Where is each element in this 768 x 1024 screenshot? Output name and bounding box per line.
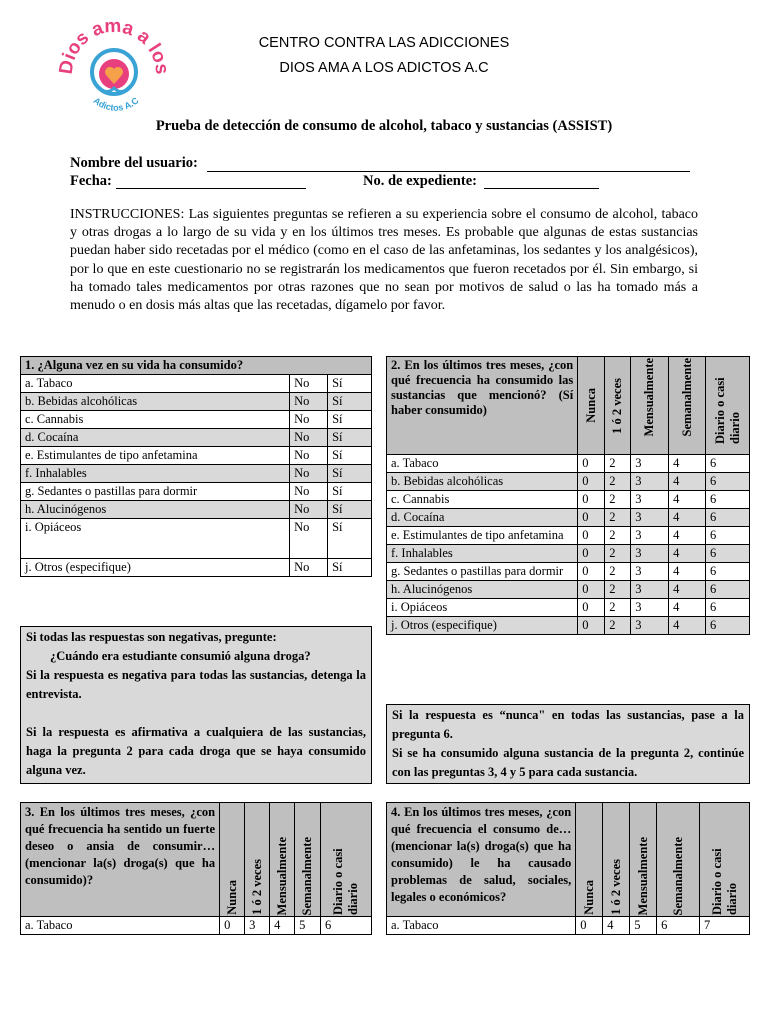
q3-option[interactable]: 0 — [220, 917, 245, 935]
q1-si-option[interactable]: Sí — [328, 519, 372, 559]
table-row — [21, 917, 372, 935]
q2-col-header: Semanalmente — [679, 358, 694, 437]
table-row — [387, 617, 750, 635]
q2-option[interactable]: 4 — [669, 473, 706, 491]
q2-item-label: i. Opiáceos — [387, 599, 578, 617]
q2-option[interactable]: 2 — [605, 509, 631, 527]
page-title: Prueba de detección de consumo de alcohol, tabaco y sustancias (ASSIST) — [155, 118, 613, 134]
q4-col-header: Diario o casi diario — [709, 848, 739, 915]
q2-option[interactable]: 4 — [669, 491, 706, 509]
q2-option[interactable]: 4 — [669, 527, 706, 545]
q1-si-option[interactable]: Sí — [328, 483, 372, 501]
q2-option[interactable]: 6 — [706, 581, 750, 599]
q2-option[interactable]: 3 — [631, 509, 669, 527]
q2-option[interactable]: 4 — [669, 563, 706, 581]
q1-item-label: a. Tabaco — [21, 375, 290, 393]
q2-table — [386, 356, 750, 635]
q3-col-header: Diario o casi diario — [331, 848, 361, 915]
q3-col-header: Mensualmente — [274, 836, 289, 915]
q2-title: 2. En los últimos tres meses, ¿con qué frecuencia ha consumido las sustancias que mencionó? (Sí haber consumido) — [387, 357, 578, 455]
q2-item-label: e. Estimulantes de tipo anfetamina — [387, 527, 578, 545]
svg-text:Adictos A.C — [92, 95, 141, 113]
q1-si-option[interactable]: Sí — [328, 501, 372, 519]
table-row — [387, 563, 750, 581]
q2-col-header: Nunca — [583, 388, 598, 423]
note-left-line4: Si la respuesta es afirmativa a cualquiera de las sustancias, haga la pregunta 2 para cada droga que se haya consumido alguna vez. — [26, 725, 366, 777]
q2-item-label: f. Inhalables — [387, 545, 578, 563]
q1-no-option[interactable]: No — [290, 519, 328, 559]
q2-option[interactable]: 6 — [706, 527, 750, 545]
table-row — [387, 545, 750, 563]
date-field[interactable] — [116, 188, 306, 189]
q2-option[interactable]: 2 — [605, 599, 631, 617]
left-note-box — [20, 626, 372, 784]
q1-item-label: c. Cannabis — [21, 411, 290, 429]
q3-row-label: a. Tabaco — [21, 917, 220, 935]
right-note-box — [386, 704, 750, 784]
q4-col-header: 1 ó 2 veces — [608, 859, 623, 915]
name-field[interactable] — [207, 171, 690, 172]
table-row — [387, 491, 750, 509]
q2-option[interactable]: 6 — [706, 473, 750, 491]
q2-option[interactable]: 2 — [605, 581, 631, 599]
q2-option[interactable]: 4 — [669, 617, 706, 635]
q1-no-option[interactable]: No — [290, 429, 328, 447]
q2-option[interactable]: 4 — [669, 545, 706, 563]
q2-option[interactable]: 3 — [631, 455, 669, 473]
logo-bottom-text: Adictos A.C — [91, 95, 141, 113]
q1-si-option[interactable]: Sí — [328, 393, 372, 411]
organization-name: DIOS AMA A LOS ADICTOS A.C — [279, 60, 489, 76]
q2-option[interactable]: 0 — [578, 563, 605, 581]
table-row — [387, 581, 750, 599]
q2-option[interactable]: 0 — [578, 455, 605, 473]
note-left-line1: Si todas las respuestas son negativas, pregunte: — [26, 630, 277, 644]
q2-option[interactable]: 2 — [605, 545, 631, 563]
q1-si-option[interactable]: Sí — [328, 447, 372, 465]
q4-table — [386, 802, 750, 935]
q4-row-label: a. Tabaco — [387, 917, 576, 935]
q2-option[interactable]: 2 — [605, 455, 631, 473]
q2-option[interactable]: 6 — [706, 545, 750, 563]
q1-no-option[interactable]: No — [290, 501, 328, 519]
q1-item-label: f. Inhalables — [21, 465, 290, 483]
q3-option[interactable]: 3 — [245, 917, 270, 935]
q3-option[interactable]: 4 — [270, 917, 295, 935]
table-row — [21, 375, 372, 393]
q2-option[interactable]: 3 — [631, 527, 669, 545]
date-label: Fecha: — [70, 173, 112, 189]
q1-no-option[interactable]: No — [290, 375, 328, 393]
table-row — [21, 393, 372, 411]
q2-option[interactable]: 6 — [706, 491, 750, 509]
q1-no-option[interactable]: No — [290, 411, 328, 429]
q4-option[interactable]: 5 — [630, 917, 657, 935]
q1-si-option[interactable]: Sí — [328, 465, 372, 483]
q3-title: 3. En los últimos tres meses, ¿con qué frecuencia ha sentido un fuerte deseo o ansia de consumir… (mencionar la(s) droga(s) que ha consumido)? — [21, 803, 220, 917]
q1-no-option[interactable]: No — [290, 393, 328, 411]
q3-option[interactable]: 5 — [295, 917, 321, 935]
q4-title: 4. En los últimos tres meses, ¿con qué frecuencia el consumo de… (mencionar la(s) droga(s) que ha consumido) le ha causado problemas de salud, sociales, legales o económicos? — [387, 803, 576, 917]
q2-col-header: 1 ó 2 veces — [610, 377, 625, 434]
q2-option[interactable]: 6 — [706, 599, 750, 617]
instructions-text: INSTRUCCIONES: Las siguientes preguntas se refieren a su experiencia sobre el consumo de alcohol, tabaco y otras drogas a lo largo de su vida y en los últimos tres meses. Es probable que algunas de estas sustancias puedan haber sido recetadas por el médico (como en el caso de las anfetaminas, los sedantes y los analgésicos), por lo que en este cuestionario no se registrarán los medicamentos que fueron recetados por él. Sin embargo, si ha tomado tales medicamentos por otras razones que no sean por motivos de salud o las ha tomado más a menudo o en dosis más altas que las recetadas, dígamelo por favor. — [70, 207, 698, 314]
table-row — [387, 455, 750, 473]
q2-option[interactable]: 2 — [605, 491, 631, 509]
q2-option[interactable]: 3 — [631, 617, 669, 635]
name-label: Nombre del usuario: — [70, 155, 198, 171]
q2-option[interactable]: 3 — [631, 473, 669, 491]
q2-option[interactable]: 6 — [706, 455, 750, 473]
q2-option[interactable]: 0 — [578, 473, 605, 491]
table-row — [21, 519, 372, 559]
table-row — [21, 483, 372, 501]
q2-option[interactable]: 4 — [669, 581, 706, 599]
q1-item-label: h. Alucinógenos — [21, 501, 290, 519]
center-name: CENTRO CONTRA LAS ADICCIONES — [258, 35, 510, 51]
q2-option[interactable]: 0 — [578, 581, 605, 599]
note-right-line2: Si se ha consumido alguna sustancia de la pregunta 2, continúe con las preguntas 3, 4 y 5 para cada sustancia. — [392, 746, 744, 779]
q2-option[interactable]: 0 — [578, 509, 605, 527]
q2-item-label: h. Alucinógenos — [387, 581, 578, 599]
q1-si-option[interactable]: Sí — [328, 411, 372, 429]
table-row — [21, 465, 372, 483]
q2-item-label: j. Otros (especifique) — [387, 617, 578, 635]
q2-item-label: g. Sedantes o pastillas para dormir — [387, 563, 578, 581]
q1-item-label: e. Estimulantes de tipo anfetamina — [21, 447, 290, 465]
q4-option[interactable]: 6 — [657, 917, 700, 935]
q2-option[interactable]: 0 — [578, 599, 605, 617]
q2-option[interactable]: 6 — [706, 509, 750, 527]
q1-no-option[interactable]: No — [290, 483, 328, 501]
q2-option[interactable]: 2 — [605, 473, 631, 491]
q3-col-header: Nunca — [224, 880, 239, 915]
q1-no-option[interactable]: No — [290, 465, 328, 483]
table-row — [21, 501, 372, 519]
table-row — [21, 447, 372, 465]
q2-option[interactable]: 4 — [669, 455, 706, 473]
q2-item-label: b. Bebidas alcohólicas — [387, 473, 578, 491]
q2-option[interactable]: 2 — [605, 563, 631, 581]
q4-option[interactable]: 7 — [700, 917, 750, 935]
table-row — [387, 509, 750, 527]
q3-table — [20, 802, 372, 935]
q1-item-label: b. Bebidas alcohólicas — [21, 393, 290, 411]
table-row — [21, 429, 372, 447]
q2-item-label: a. Tabaco — [387, 455, 578, 473]
q1-si-option[interactable]: Sí — [328, 559, 372, 577]
q3-col-header: 1 ó 2 veces — [249, 859, 264, 915]
q1-no-option[interactable]: No — [290, 559, 328, 577]
q2-col-header: Mensualmente — [642, 358, 657, 437]
q2-option[interactable]: 4 — [669, 509, 706, 527]
q2-col-header: Diario o casi diario — [712, 377, 742, 444]
file-number-label: No. de expediente: — [363, 173, 477, 189]
q1-item-label: i. Opiáceos — [21, 519, 290, 559]
q4-col-header: Semanalmente — [670, 836, 685, 915]
q3-col-header: Semanalmente — [300, 836, 315, 915]
file-number-field[interactable] — [484, 188, 599, 189]
q2-option[interactable]: 3 — [631, 491, 669, 509]
q2-option[interactable]: 6 — [706, 617, 750, 635]
q2-item-label: c. Cannabis — [387, 491, 578, 509]
table-row — [387, 527, 750, 545]
q2-option[interactable]: 3 — [631, 581, 669, 599]
q2-option[interactable]: 6 — [706, 563, 750, 581]
q2-option[interactable]: 3 — [631, 563, 669, 581]
q3-option[interactable]: 6 — [321, 917, 372, 935]
table-row — [387, 473, 750, 491]
q1-no-option[interactable]: No — [290, 447, 328, 465]
note-left-line2: ¿Cuándo era estudiante consumió alguna droga? — [50, 649, 311, 663]
q1-title: 1. ¿Alguna vez en su vida ha consumido? — [21, 357, 372, 375]
q2-item-label: d. Cocaína — [387, 509, 578, 527]
q1-table — [20, 356, 372, 577]
q4-option[interactable]: 4 — [603, 917, 630, 935]
q2-option[interactable]: 3 — [631, 599, 669, 617]
q1-item-label: g. Sedantes o pastillas para dormir — [21, 483, 290, 501]
table-row — [387, 917, 750, 935]
note-left-line3: Si la respuesta es negativa para todas las sustancias, detenga la entrevista. — [26, 668, 366, 701]
q2-option[interactable]: 2 — [605, 527, 631, 545]
q2-option[interactable]: 0 — [578, 491, 605, 509]
q1-si-option[interactable]: Sí — [328, 429, 372, 447]
q2-option[interactable]: 2 — [605, 617, 631, 635]
q2-option[interactable]: 0 — [578, 617, 605, 635]
q4-col-header: Mensualmente — [635, 836, 650, 915]
q2-option[interactable]: 0 — [578, 545, 605, 563]
q1-si-option[interactable]: Sí — [328, 375, 372, 393]
q1-item-label: d. Cocaína — [21, 429, 290, 447]
logo-top-text: ios ama a lo — [59, 15, 170, 66]
table-row — [387, 599, 750, 617]
q4-option[interactable]: 0 — [576, 917, 603, 935]
q4-col-header: Nunca — [581, 880, 596, 915]
q2-option[interactable]: 0 — [578, 527, 605, 545]
q2-option[interactable]: 3 — [631, 545, 669, 563]
note-right-line1: Si la respuesta es “nunca" en todas las sustancias, pase a la pregunta 6. — [392, 708, 744, 741]
q1-item-label: j. Otros (especifique) — [21, 559, 290, 577]
table-row — [21, 411, 372, 429]
table-row — [21, 559, 372, 577]
q2-option[interactable]: 4 — [669, 599, 706, 617]
